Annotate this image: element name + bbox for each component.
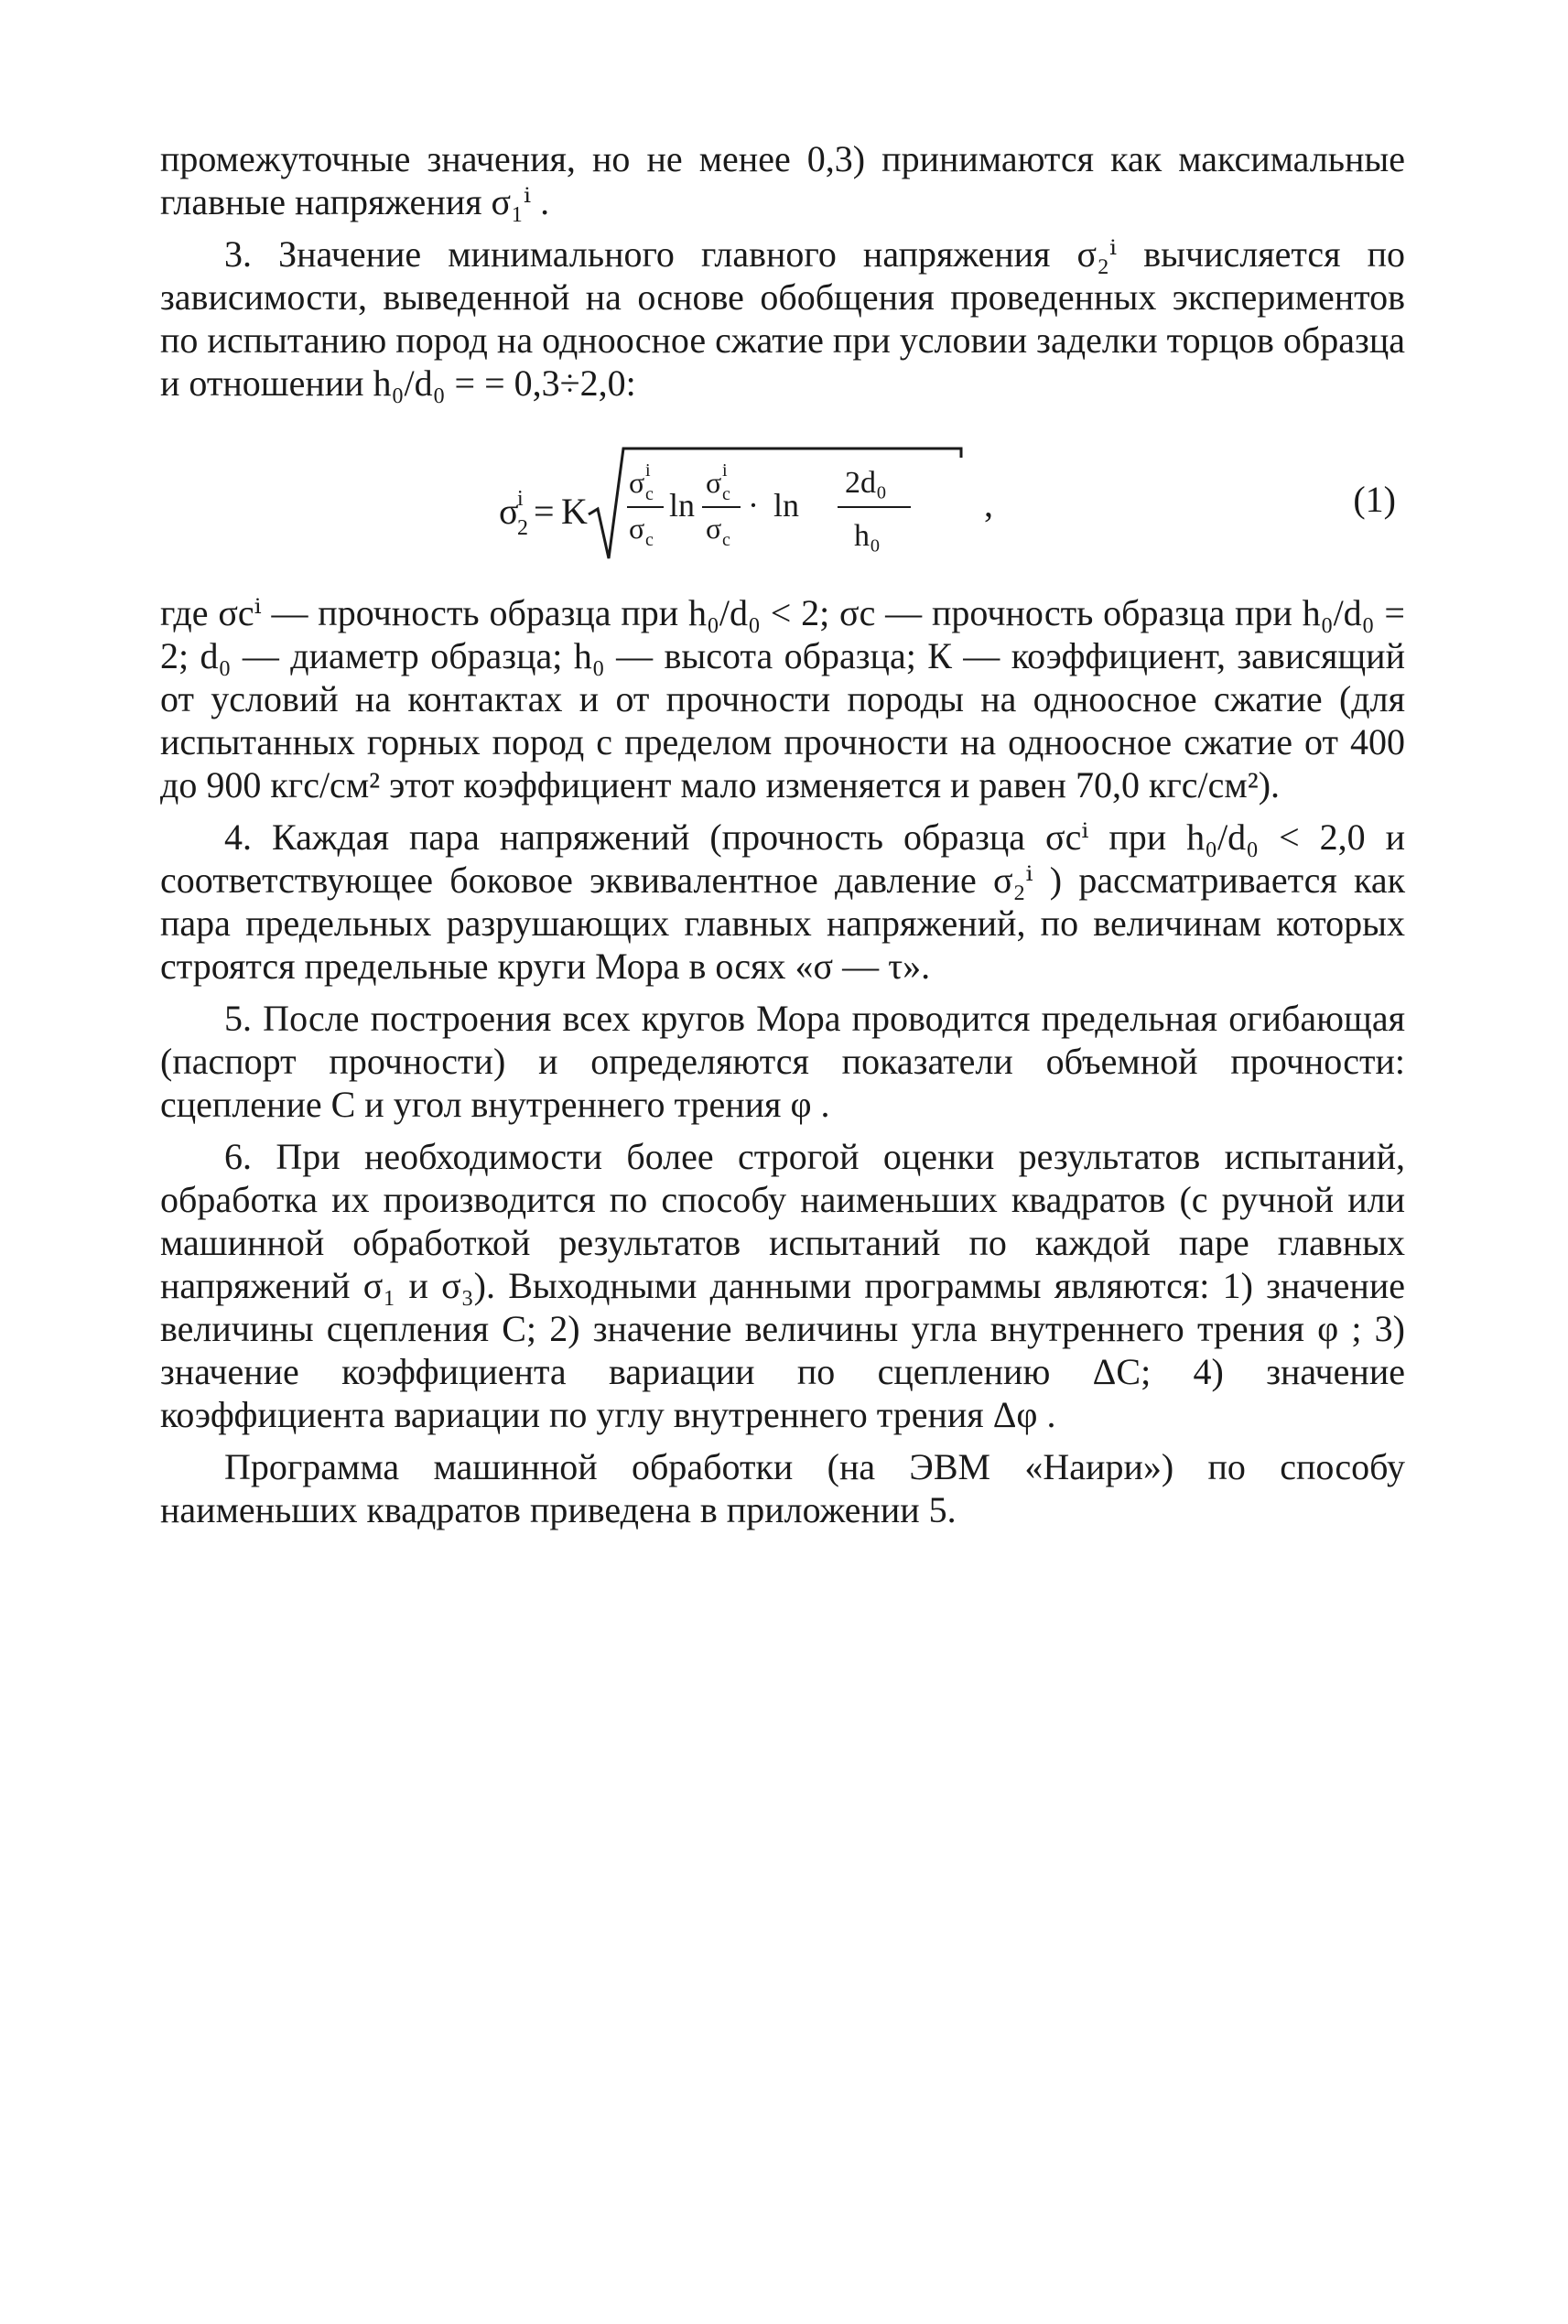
formula-comma: , <box>984 483 993 524</box>
equation-number: (1) <box>1353 479 1396 520</box>
f2-numerator: σ <box>706 466 722 499</box>
formula-ln-2: ln <box>773 487 800 524</box>
f2-denominator: σ <box>706 512 722 545</box>
paragraph-continuation: промежуточные значения, но не менее 0,3) принимаются как максимальные главные напряжения σ₁ⁱ . <box>160 138 1405 222</box>
formula-dot: · <box>748 487 759 524</box>
f2-numerator-sup: i <box>722 460 728 481</box>
formula-lhs-sub: 2 <box>517 516 528 540</box>
f1-denominator-sub: c <box>645 530 654 550</box>
paragraph-item-3: 3. Значение минимального главного напряжения σ₂ⁱ вычисляется по зависимости, выведенной на основе обобщения проведенных экспериментов по испытанию пород на одноосное сжатие при условии заделки торцов образца и отношении h₀/d₀ = = 0,3÷2,0: <box>160 233 1405 404</box>
f1-numerator-sup: i <box>645 460 651 481</box>
f1-numerator: σ <box>629 466 645 499</box>
formula-lhs-sup: i <box>517 487 524 511</box>
f1-numerator-sub: c <box>645 484 654 504</box>
f2-denominator-sub: c <box>722 530 730 550</box>
paragraph-item-5: 5. После построения всех кругов Мора проводится предельная огибающая (паспорт прочности) и определяются показатели объемной прочности: сцепление C и угол внутреннего трения φ . <box>160 998 1405 1125</box>
formula-equals: = <box>534 491 555 532</box>
formula-ln-1: ln <box>669 487 696 524</box>
formula-block <box>160 421 1405 586</box>
f3-denominator: h₀ <box>854 519 881 553</box>
formula-coef: K <box>561 491 588 532</box>
paragraph-program-note: Программа машинной обработки (на ЭВМ «Наири») по способу наименьших квадратов приведена в приложении 5. <box>160 1446 1405 1530</box>
paragraph-definitions: где σcⁱ — прочность образца при h₀/d₀ < 2; σc — прочность образца при h₀/d₀ = 2; d₀ — диаметр образца; h₀ — высота образца; К — коэффициент, зависящий от условий на контактах и от прочности породы на одноосное сжатие (для испытанных горных пород с пределом прочности на одноосное сжатие от 400 до 900 кгс/см² этот коэффициент мало изменяется и равен 70,0 кгс/см²). <box>160 592 1405 805</box>
document-page <box>160 137 1405 1531</box>
f2-numerator-sub: c <box>722 484 730 504</box>
f1-denominator: σ <box>629 512 645 545</box>
formula-sigma2 <box>499 421 1066 586</box>
f3-numerator: 2d₀ <box>845 466 887 500</box>
formula-lhs: σ <box>499 491 519 532</box>
paragraph-item-6: 6. При необходимости более строгой оценки результатов испытаний, обработка их производится по способу наименьших квадратов (с ручной или машинной обработкой результатов испытаний по каждой паре главных напряжений σ₁ и σ₃). Выходными данными программы являются: 1) значение величины сцепления C; 2) значение величины угла внутреннего трения φ ; 3) значение коэффициента вариации по сцеплению ΔC; 4) значение коэффициента вариации по углу внутреннего трения Δφ . <box>160 1136 1405 1435</box>
paragraph-item-4: 4. Каждая пара напряжений (прочность образца σcⁱ при h₀/d₀ < 2,0 и соответствующее боковое эквивалентное давление σ₂ⁱ ) рассматривается как пара предельных разрушающих главных напряжений, по величинам которых строятся предельные круги Мора в осях «σ — τ». <box>160 816 1405 987</box>
